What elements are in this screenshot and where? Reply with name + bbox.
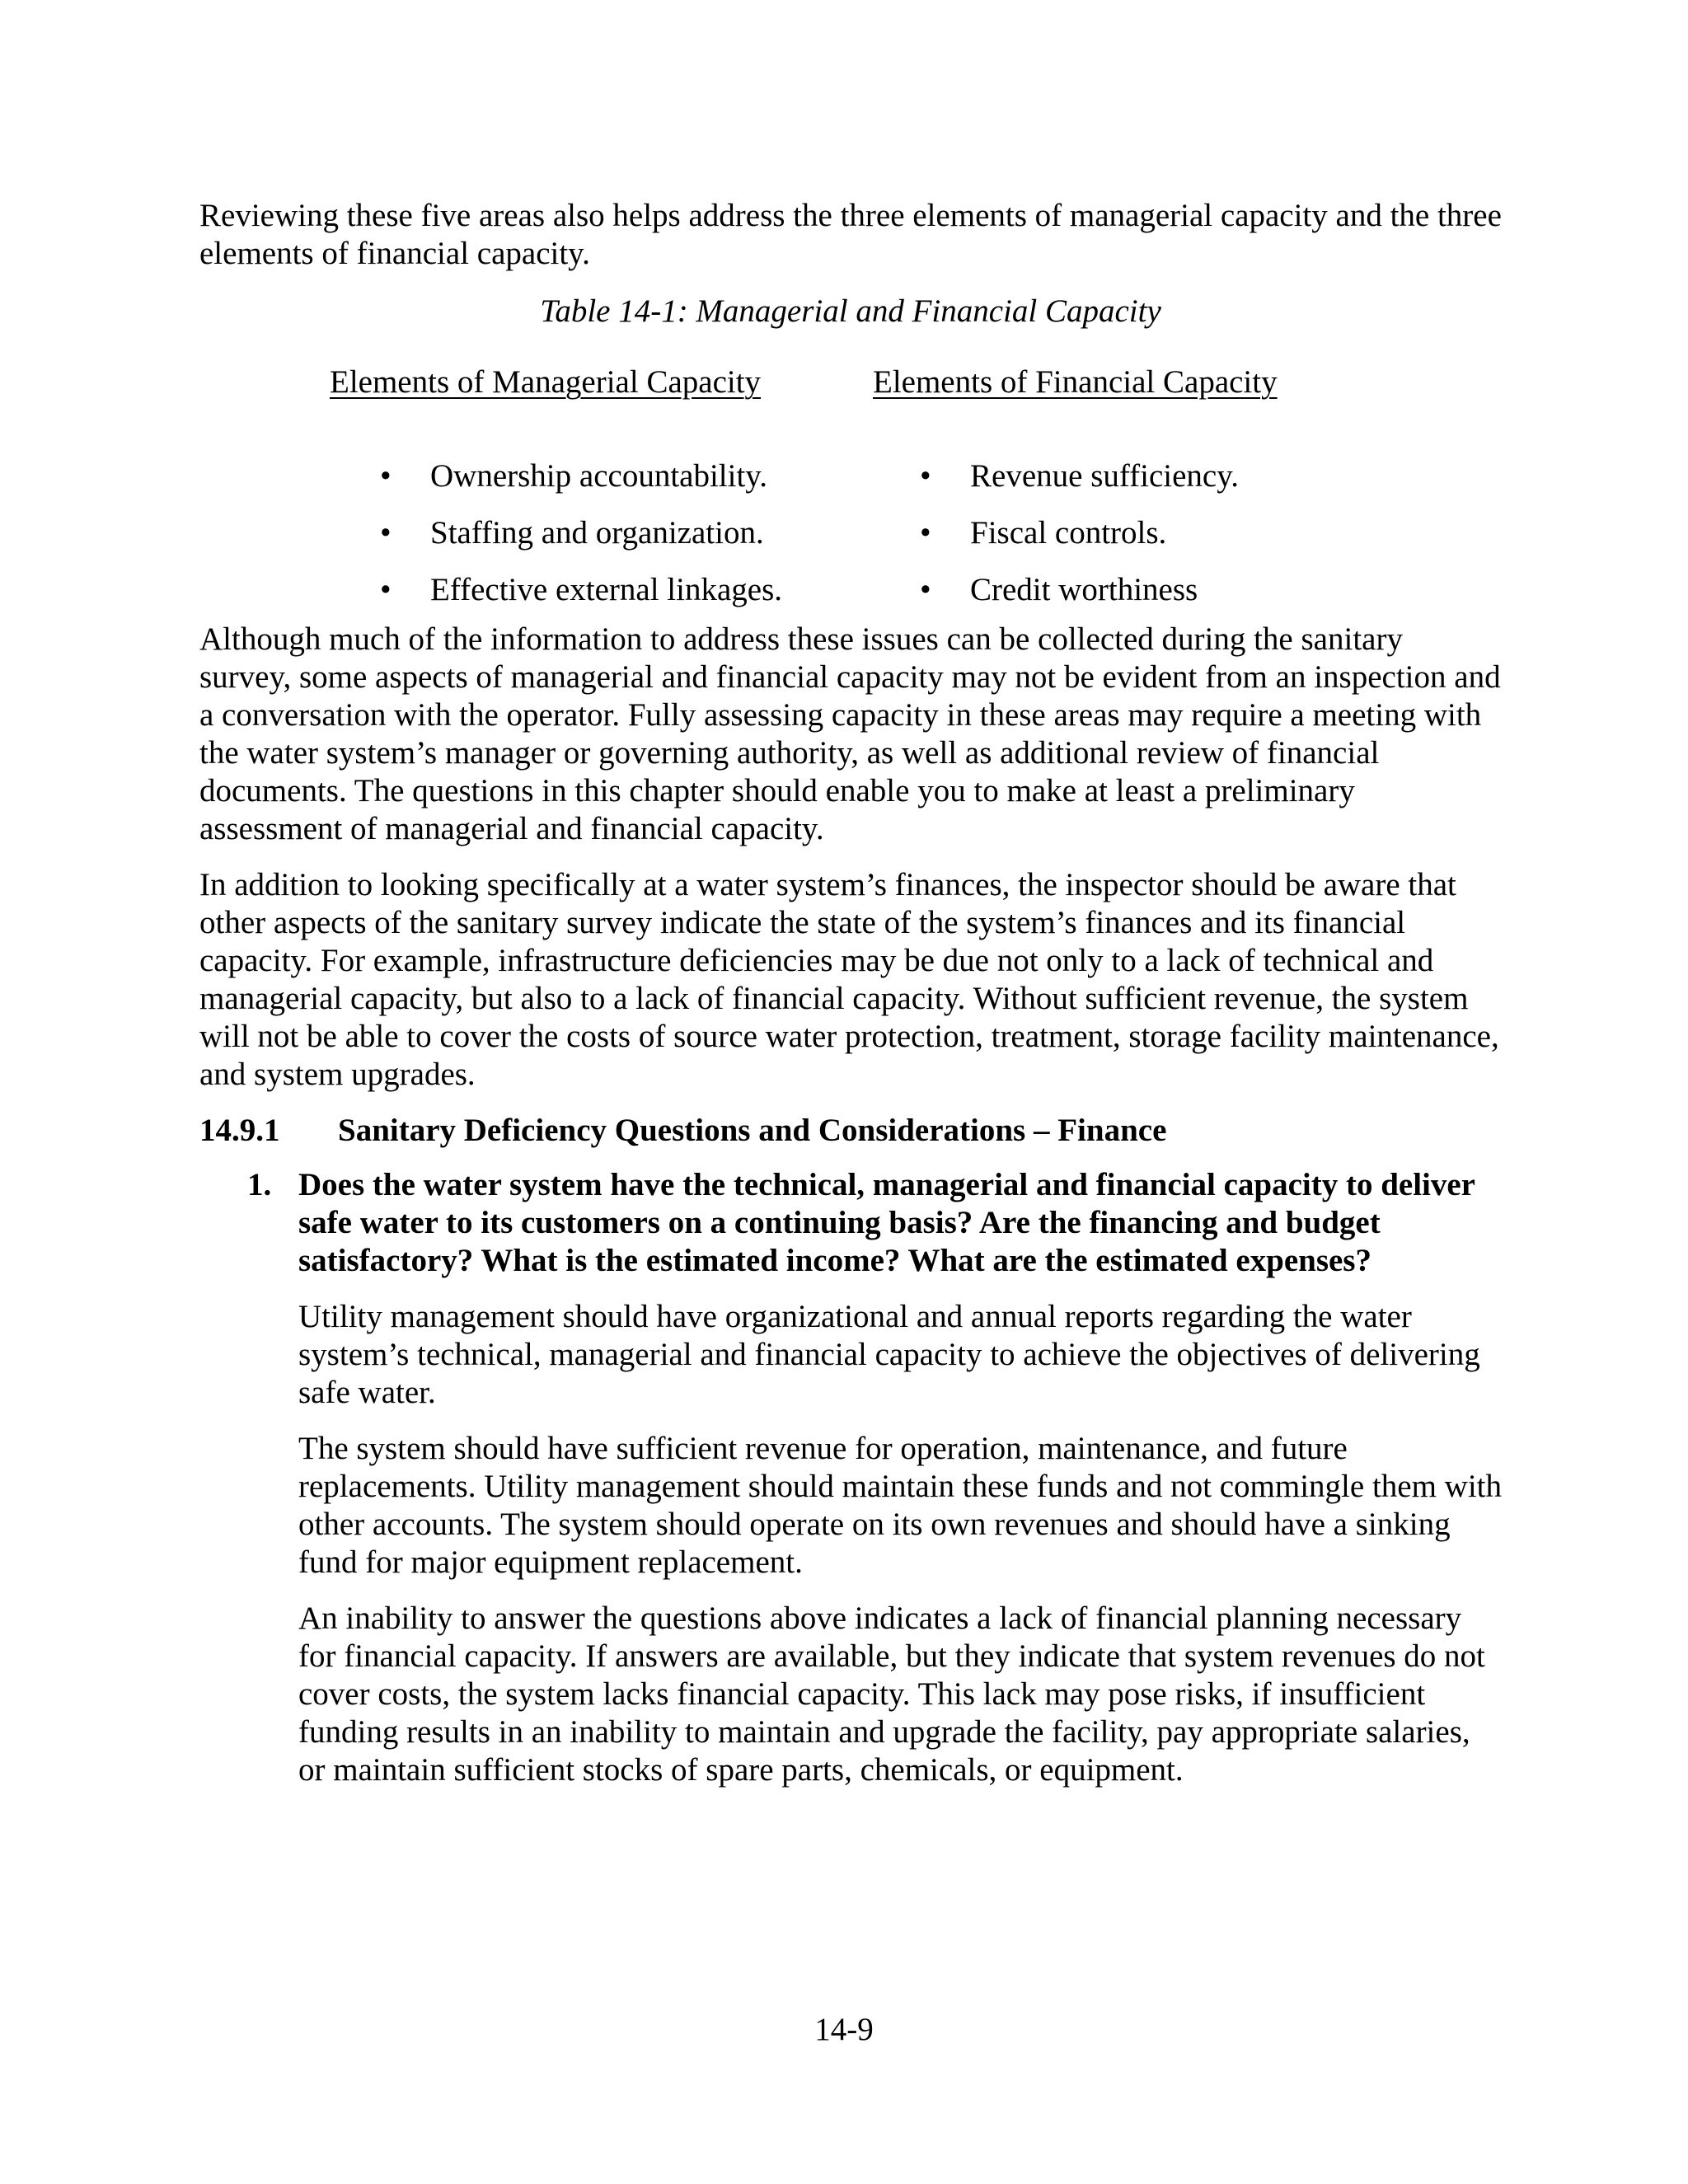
- capacity-table: [199, 363, 1502, 607]
- bullet-icon: •: [920, 515, 931, 551]
- list-item: [920, 457, 1278, 514]
- intro-paragraph: Reviewing these five areas also helps address the three elements of managerial capacity and the three elements of financial capacity.: [199, 198, 1502, 271]
- answer-paragraph: Utility management should have organizational and annual reports regarding the water system’s technical, managerial and financial capacity to achieve the objectives of delivering safe water.: [298, 1299, 1480, 1410]
- financial-list: [873, 457, 1278, 628]
- list-item: [380, 514, 782, 571]
- page-content: [199, 197, 1502, 1807]
- table-caption: Table 14-1: Managerial and Financial Capacity: [540, 293, 1161, 329]
- bullet-icon: •: [380, 458, 392, 494]
- section-heading: [199, 1112, 1502, 1150]
- body-paragraph: Although much of the information to address these issues can be collected during the sanitary survey, some aspects of managerial and financial capacity may not be evident from an inspection and a conversation with the operator. Fully assessing capacity in these areas may require a meeting with the water system’s manager or governing authority, as well as additional review of financial documents. The questions in this chapter should enable you to make at least a preliminary assessment of managerial and financial capacity.: [199, 621, 1501, 846]
- managerial-list: [330, 457, 782, 628]
- list-item-text: Effective external linkages.: [430, 572, 783, 607]
- list-item: [920, 571, 1278, 628]
- bullet-icon: •: [920, 572, 931, 607]
- financial-column: [873, 363, 1278, 628]
- list-item-text: Credit worthiness: [970, 572, 1198, 607]
- question-item: [199, 1166, 1502, 1280]
- financial-heading: Elements of Financial Capacity: [873, 364, 1278, 400]
- question-number: 1.: [247, 1167, 272, 1202]
- list-item-text: Revenue sufficiency.: [970, 458, 1239, 494]
- list-item: [380, 457, 782, 514]
- body-paragraph: In addition to looking specifically at a water system’s finances, the inspector should be aware that other aspects of the sanitary survey indicate the state of the system’s finances and its financial capacity. For example, infrastructure deficiencies may be due not only to a lack of technical and managerial capacity, but also to a lack of financial capacity. Without sufficient revenue, the system will not be able to cover the costs of source water protection, treatment, storage facility maintenance, and system upgrades.: [199, 867, 1499, 1092]
- list-item: [380, 571, 782, 628]
- bullet-icon: •: [920, 458, 931, 494]
- question-text: Does the water system have the technical, managerial and financial capacity to deliver safe water to its customers on a continuing basis? Are the financing and budget satisfactory? What is the estimated income? What are the estimated expenses?: [298, 1167, 1475, 1278]
- answer-paragraph: An inability to answer the questions above indicates a lack of financial planning necessary for financial capacity. If answers are available, but they indicate that system revenues do not cover costs, the system lacks financial capacity. This lack may pose risks, if insufficient funding results in an inability to maintain and upgrade the facility, pay appropriate salaries, or maintain sufficient stocks of spare parts, chemicals, or equipment.: [298, 1601, 1485, 1788]
- list-item-text: Staffing and organization.: [430, 515, 764, 551]
- list-item: [920, 514, 1278, 571]
- managerial-column: [330, 363, 782, 628]
- managerial-heading: Elements of Managerial Capacity: [330, 364, 762, 400]
- answer-paragraph: The system should have sufficient revenue for operation, maintenance, and future replacements. Utility management should maintain these funds and not commingle them with other accounts. The system should operate on its own revenues and should have a sinking fund for major equipment replacement.: [298, 1431, 1503, 1580]
- section-number: 14.9.1: [199, 1113, 280, 1148]
- section-title: Sanitary Deficiency Questions and Considerations – Finance: [338, 1113, 1167, 1148]
- bullet-icon: •: [380, 572, 392, 607]
- bullet-icon: •: [380, 515, 392, 551]
- page-number: 14-9: [814, 2012, 874, 2047]
- list-item-text: Ownership accountability.: [430, 458, 768, 494]
- list-item-text: Fiscal controls.: [970, 515, 1167, 551]
